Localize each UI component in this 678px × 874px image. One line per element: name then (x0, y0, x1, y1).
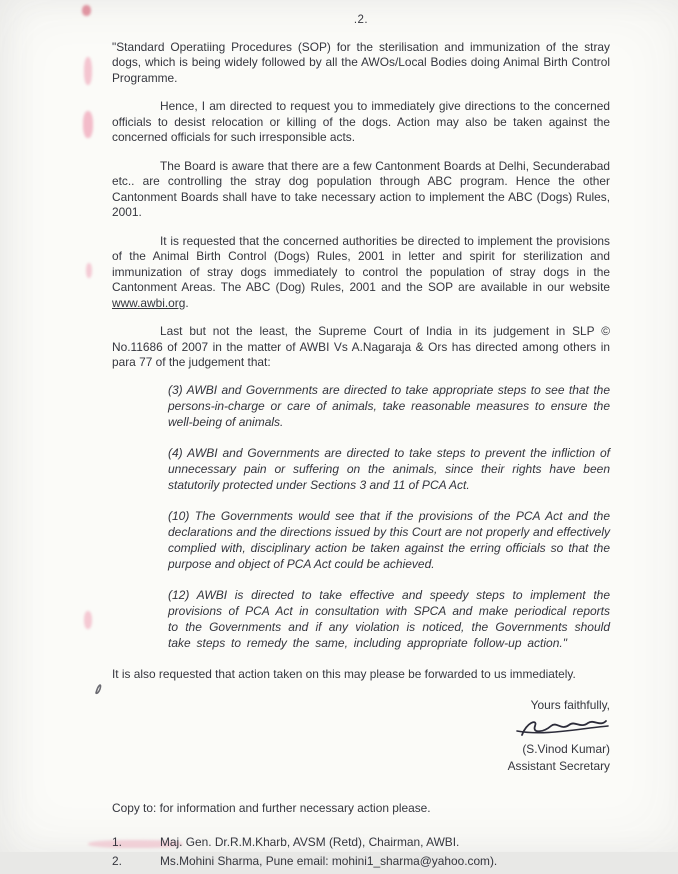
copy-item-number: 2. (112, 854, 122, 869)
closing-request-line: It is also requested that action taken on this may please be forwarded to us immediately. (112, 666, 576, 681)
page-number: .2. (353, 14, 369, 26)
paragraph-requested-period: . (185, 295, 189, 310)
scan-mark (84, 611, 92, 629)
awbi-website-link[interactable]: www.awbi.org (112, 295, 186, 310)
signatory-title: Assistant Secretary (507, 759, 610, 774)
letter-body (112, 14, 610, 874)
copy-list-item (112, 854, 610, 869)
handwritten-signature (514, 715, 610, 741)
valediction: Yours faithfully, (530, 697, 610, 712)
copy-to-line: Copy to: for information and further necessary action please. (112, 800, 431, 815)
scan-mark (86, 263, 92, 278)
copy-list-item (112, 835, 610, 850)
paragraph-sop: "Standard Operatiing Procedures (SOP) for the sterilisation and immunization of the stray dogs, which is being widely followed by all the AWOs/Local Bodies doing Animal Birth Control Programme. (112, 40, 610, 85)
judgement-quote-10: (10) The Governments would see that if the provisions of the PCA Act and the declarations and the directions issued by this Court are not properly and effectively complied with, disciplinary action be taken against the erring officials so that the purpose and object of PCA Act could be achieved. (168, 509, 610, 572)
paragraph-supreme-court: Last but not the least, the Supreme Court of India in its judgement in SLP © No.11686 of 2007 in the matter of AWBI Vs A.Nagaraja & Ors has directed among others in para 77 of the judgement that: (112, 324, 610, 369)
copy-item-number: 1. (112, 834, 122, 849)
paragraph-board: The Board is aware that there are a few Cantonment Boards at Delhi, Secunderabad etc.. are controlling the stray dog population through ABC program. Hence the other Cantonment Boards shall have to take necessary action to implement the ABC (Dogs) Rules, 2001. (112, 158, 610, 220)
copy-item-text: Ms.Mohini Sharma, Pune email: mohini1_sharma@yahoo.com). (160, 854, 498, 869)
pencil-mark (93, 680, 107, 696)
judgement-quote-12: (12) AWBI is directed to take effective and speedy steps to implement the provisions of PCA Act in consultation with SPCA and make periodical reports to the Governments and if any violation is noticed, the Governments should take steps to remedy the same, including appropriate follow-up action." (168, 587, 610, 650)
judgement-quote-4: (4) AWBI and Governments are directed to take steps to prevent the infliction of unnecessary pain or suffering on the animals, since their rights have been statutorily protected under Sections 3 and 11 of PCA Act. (168, 446, 610, 493)
paragraph-requested (112, 234, 610, 311)
signature-block (112, 697, 610, 775)
paragraph-hence: Hence, I am directed to request you to immediately give directions to the concerned officials to desist relocation or killing of the dogs. Action may also be taken against the concerned officials for such irresponsible acts. (112, 99, 610, 145)
copy-item-text: Maj. Gen. Dr.R.M.Kharb, AVSM (Retd), Chairman, AWBI. (160, 834, 460, 849)
scan-mark (83, 111, 93, 138)
paragraph-requested-text: It is requested that the concerned authorities be directed to implement the provisions of the Animal Birth Control (Dogs) Rules, 2001 in letter and spirit for sterilization and immunization of stray dogs immediately to control the population of stray dogs in the Cantonment Areas. The ABC (Dog) Rules, 2001 and the SOP are available in our website (112, 233, 610, 295)
signatory-name: (S.Vinod Kumar) (522, 742, 610, 757)
scan-mark (84, 57, 92, 85)
scan-mark (82, 5, 91, 16)
judgement-quote-3: (3) AWBI and Governments are directed to take appropriate steps to see that the persons-in-charge or care of animals, take reasonable measures to ensure the well-being of animals. (168, 383, 610, 430)
